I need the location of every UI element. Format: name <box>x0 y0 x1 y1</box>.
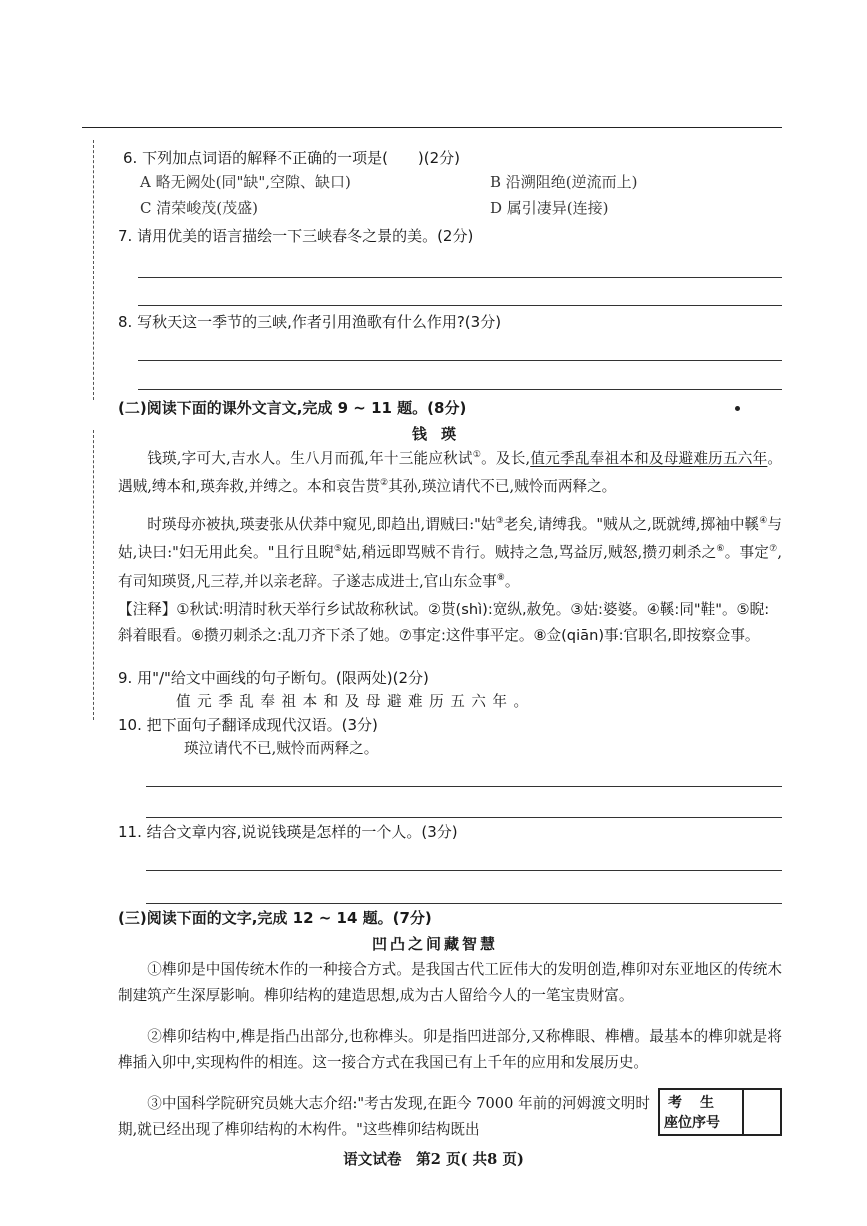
p1-underlined-sentence: 值元季乱奉祖本和及母避难历五六年 <box>530 449 768 467</box>
stamp-label-line2: 座位序号 <box>664 1115 720 1131</box>
p2-footnote-6: ⑥ <box>716 544 725 555</box>
binding-line-lower <box>93 430 94 720</box>
p2-footnote-5: ⑤ <box>333 544 343 555</box>
q8-answer-line-1[interactable] <box>138 360 782 361</box>
q6-stem: 6. 下列加点词语的解释不正确的一项是( )(2分) <box>123 149 461 167</box>
p2-text-c: 与姑,诀曰:"妇无用此矣。"且行且睨 <box>118 515 782 562</box>
section2-title: 钱瑛 <box>412 425 471 443</box>
p2-text-f: ,有司知瑛贤,凡三荐,并以亲老辞。子遂志成进士,官山东佥事 <box>118 544 782 590</box>
section3-paragraph-2: ②榫卯结构中,榫是指凸出部分,也称榫头。卯是指凹进部分,又称榫眼、榫槽。最基本的榫卯就是将榫插入卯中,实现构件的相连。这一接合方式在我国已有上千年的应用和发展历史。 <box>118 1028 782 1071</box>
q11-stem: 11. 结合文章内容,说说钱瑛是怎样的一个人。(3分) <box>118 823 458 841</box>
q8-answer-line-2[interactable] <box>138 389 782 390</box>
p2-text-e: 。事定 <box>724 544 770 562</box>
seat-number-label-cell <box>660 1090 744 1134</box>
q7-stem: 7. 请用优美的语言描绘一下三峡春冬之景的美。(2分) <box>118 227 474 245</box>
q11-answer-line-1[interactable] <box>146 870 782 871</box>
p1-text-a: 钱瑛,字可大,吉水人。生八月而孤,年十三能应秋试 <box>147 449 473 467</box>
q7-answer-line-1[interactable] <box>138 277 782 278</box>
q10-answer-line-1[interactable] <box>146 786 782 787</box>
p2-text-g: 。 <box>504 572 520 590</box>
section3-heading: (三)阅读下面的文字,完成 12 ~ 14 题。(7分) <box>118 909 432 927</box>
section2-heading: (二)阅读下面的课外文言文,完成 9 ~ 11 题。(8分) <box>118 399 467 417</box>
p1-text-d: 其孙,瑛泣请代不已,贼怜而两释之。 <box>388 478 617 496</box>
q9-stem: 9. 用"/"给文中画线的句子断句。(限两处)(2分) <box>118 669 429 687</box>
section3-title: 凹凸之间藏智慧 <box>372 935 499 953</box>
p2-footnote-4: ④ <box>759 516 768 526</box>
q6-option-d: D 属引凄异(连接) <box>490 199 609 217</box>
section2-notes: 【注释】①秋试:明清时秋天举行乡试故称秋试。②贳(shì):宽纵,赦免。③姑:婆婆。④鞵:同"鞋"。⑤睨:斜着眼看。⑥攒刃刺杀之:乱刀齐下杀了她。⑦事定:这件事平定。⑧佥(qiān)事:官职名,即按察佥事。 <box>118 601 770 644</box>
q9-sentence: 值元季乱奉祖本和及母避难历五六年。 <box>176 693 535 710</box>
page-footer: 语文试卷 第2 页( 共8 页) <box>343 1151 524 1168</box>
q10-answer-line-2[interactable] <box>146 817 782 818</box>
p2-text-a: 时瑛母亦被执,瑛妻张从伏莽中窥见,即趋出,谓贼曰:"姑 <box>147 515 496 533</box>
p1-footnote-2: ② <box>380 478 389 489</box>
section2-paragraph-1 <box>118 443 782 500</box>
stray-dot-mark <box>735 406 740 411</box>
section3-paragraph-1: ①榫卯是中国传统木作的一种接合方式。是我国古代工匠伟大的发明创造,榫卯对东亚地区的传统木制建筑产生深厚影响。榫卯结构的建造思想,成为古人留给今人的一笔宝贵财富。 <box>118 961 782 1004</box>
p1-footnote-1: ① <box>472 450 482 460</box>
p2-footnote-3: ③ <box>495 516 504 526</box>
stamp-label-line1: 考生 <box>668 1095 732 1111</box>
q6-option-c: C 清荣峻茂(茂盛) <box>140 199 258 217</box>
q10-stem: 10. 把下面句子翻译成现代汉语。(3分) <box>118 716 378 734</box>
section3-paragraph-3: ③中国科学院研究员姚大志介绍:"考古发现,在距今 7000 年前的河姆渡文明时期,就已经出现了榫卯结构的木构件。"这些榫卯结构既出 <box>118 1095 650 1138</box>
p1-text-b: 。及长, <box>481 449 531 467</box>
p2-text-d: 姑,稍远即骂贼不肯行。贼持之急,骂益厉,贼怒,攒刃刺杀之 <box>342 544 717 562</box>
q7-answer-line-2[interactable] <box>138 305 782 306</box>
p2-footnote-7: ⑦ <box>769 544 778 555</box>
q8-stem: 8. 写秋天这一季节的三峡,作者引用渔歌有什么作用?(3分) <box>118 313 502 331</box>
q11-answer-line-2[interactable] <box>146 903 782 904</box>
q6-option-a: A 略无阙处(同"缺",空隙、缺口) <box>140 173 351 191</box>
binding-line-upper <box>93 140 94 400</box>
q6-option-b: B 沿溯阻绝(逆流而上) <box>490 173 638 191</box>
seat-number-box <box>658 1088 782 1136</box>
p2-text-b: 老矣,请缚我。"贼从之,既就缚,掷袖中鞵 <box>503 515 760 533</box>
p1-text-c: 。遇贼,缚本和,瑛奔救,并缚之。本和哀告贳 <box>118 449 782 496</box>
q10-sentence: 瑛泣请代不已,贼怜而两释之。 <box>184 740 379 757</box>
p2-footnote-8: ⑧ <box>496 572 505 583</box>
top-rule <box>82 127 782 128</box>
section2-paragraph-2 <box>118 509 782 594</box>
